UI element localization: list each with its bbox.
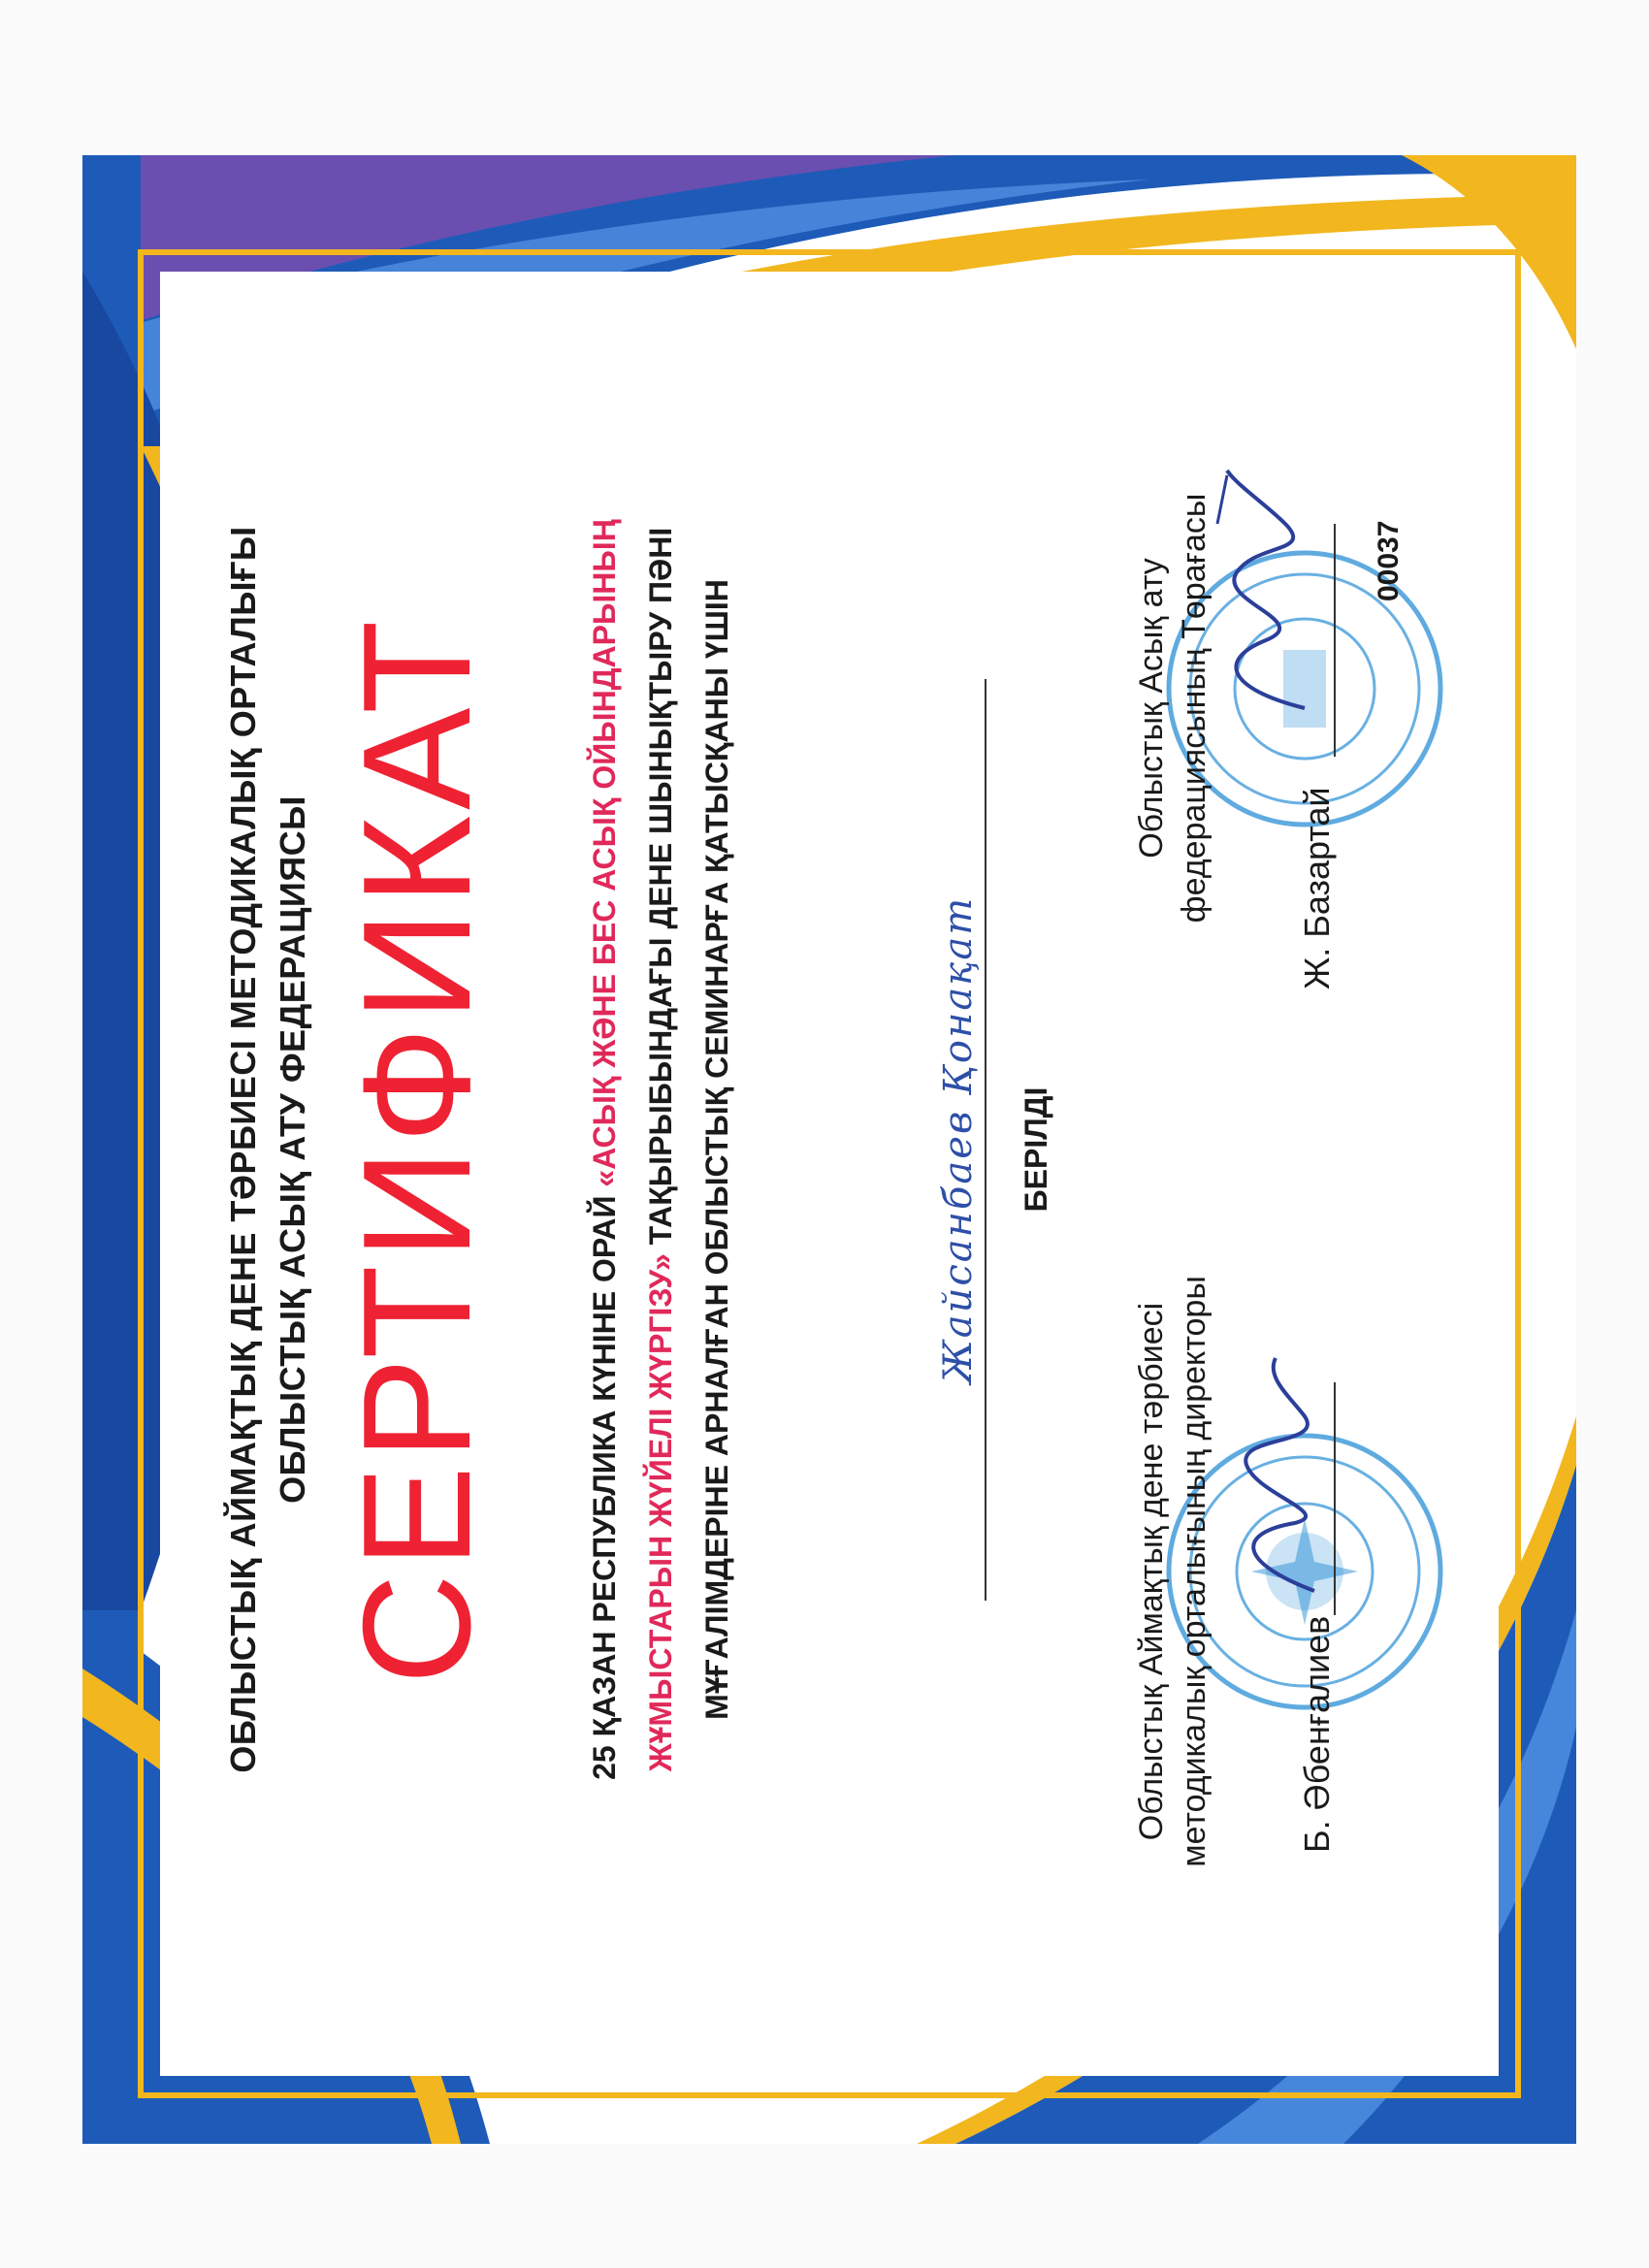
right-role-line-2: федерациясының Төрағасы	[1176, 493, 1212, 923]
right-signatory-name: Ж. Базартай	[1297, 787, 1337, 989]
recipient-name: Жайсанбаев Қонақат	[936, 895, 981, 1384]
body-line-2-suffix: ТАҚЫРЫБЫНДАҒЫ ДЕНЕ ШЫНЫҚТЫРУ ПӘНІ	[643, 527, 678, 1254]
body-line-3: МҰҒАЛІМДЕРІНЕ АРНАЛҒАН ОБЛЫСТЫҚ СЕМИНАРҒА ҚАТЫСҚАНЫ ҮШІН	[699, 579, 734, 1720]
issuer-line-2: ОБЛЫСТЫҚ АСЫҚ АТУ ФЕДЕРАЦИЯСЫ	[273, 795, 312, 1504]
issuer-line-1: ОБЛЫСТЫҚ АЙМАҚТЫҚ ДЕНЕ ТӘРБИЕСІ МЕТОДИКАЛЫҚ ОРТАЛЫҒЫ	[223, 526, 263, 1773]
body-line-1	[587, 155, 623, 2144]
certificate-title: СЕРТИФИКАТ	[332, 614, 502, 1685]
body-line-1-prefix: 25 ҚАЗАН РЕСПУБЛИКА КҮНІНЕ ОРАЙ	[587, 1186, 622, 1780]
left-handwritten-signature	[1217, 1348, 1343, 1601]
serial-number: 00037	[1373, 520, 1405, 601]
given-label: БЕРІЛДІ	[1018, 1086, 1053, 1213]
body-line-2	[643, 155, 679, 2144]
certificate-content	[82, 155, 1576, 2144]
left-role-line-2: методикалық орталығының директоры	[1176, 1276, 1212, 1867]
certificate	[82, 155, 1576, 2144]
recipient-underline	[985, 679, 986, 1601]
left-role-line-1: Облыстық Аймақтық дене тәрбиесі	[1133, 1302, 1170, 1841]
body-line-2-accent: ЖҰМЫСТАРЫН ЖҮЙЕЛІ ЖҮРГІЗУ»	[643, 1253, 678, 1772]
left-signatory-name: Б. Әбенғалиев	[1297, 1615, 1337, 1853]
body-line-1-accent: «АСЫҚ ЖӘНЕ БЕС АСЫҚ ОЙЫНДАРЫНЫҢ	[587, 519, 622, 1187]
left-signatory-role	[1130, 1251, 1215, 1892]
right-handwritten-signature	[1198, 466, 1334, 718]
right-signature-line	[1334, 524, 1336, 757]
right-role-line-1: Облыстық Асық ату	[1133, 558, 1170, 859]
